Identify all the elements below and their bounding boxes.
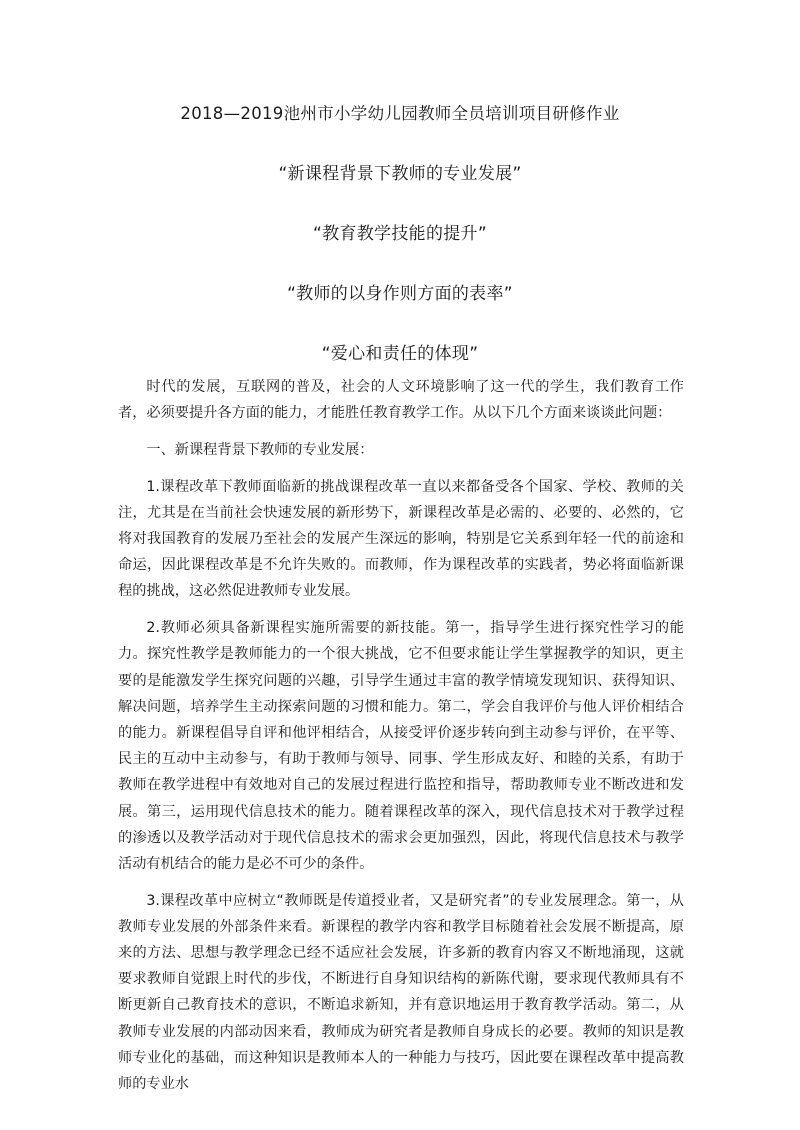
paragraph-3: 3.课程改革中应树立“教师既是传道授业者，又是研究者”的专业发展理念。第一，从教师专业发展的外部条件来看。新课程的教学内容和教学目标随着社会发展不断提高，原来的方法、思想与教学理念已经不适应社会发展，许多新的教育内容又不断地涌现，这就要求教师自觉跟上时代的步伐，不断进行自身知识结构的新陈代谢，要求现代教师具有不断更新自己教育技术的意识，不断追求新知，并有意识地运用于教育教学活动。第二，从教师专业发展的内部动因来看，教师成为研究者是教师自身成长的必要。教师的知识是教师专业化的基础，而这种知识是教师本人的一种能力与技巧，因此要在课程改革中提高教师的专业水 bbox=[118, 892, 684, 1093]
paragraph-2: 2.教师必须具备新课程实施所需要的新技能。第一，指导学生进行探究性学习的能力。探究性教学是教师能力的一个很大挑战，它不但要求能让学生掌握教学的知识，更主要的是能激发学生探究问题的兴趣，引导学生通过丰富的教学情境发现知识、获得知识、解决问题，培养学生主动探索问题的习惯和能力。第二，学会自我评价与他人评价相结合的能力。新课程倡导自评和他评相结合，从接受评价逐步转向到主动参与评价，在平等、民主的互动中主动参与，有助于教师与领导、同事、学生形成友好、和睦的关系，有助于教师在教学进程中有效地对自己的发展过程进行监控和指导，帮助教师专业不断改进和发展。第三，运用现代信息技术的能力。随着课程改革的深入，现代信息技术对于教学过程的渗透以及教学活动对于现代信息技术的需求会更加强烈，因此，将现代信息技术与教学活动有机结合的能力是必不可少的条件。 bbox=[118, 620, 684, 872]
subtitle-4: “爱心和责任的体现” bbox=[321, 344, 479, 364]
section-heading: 一、新课程背景下教师的专业发展： bbox=[146, 441, 374, 458]
document-title: 2018—2019池州市小学幼儿园教师全员培训项目研修作业 bbox=[180, 104, 620, 123]
subtitle-2: “教育教学技能的提升” bbox=[313, 224, 487, 244]
subtitle-1: “新课程背景下教师的专业发展” bbox=[278, 164, 522, 184]
body-text bbox=[118, 374, 684, 1108]
paragraph-1: 1.课程改革下教师面临新的挑战课程改革一直以来都备受各个国家、学校、教师的关注，尤其是在当前社会快速发展的新形势下，新课程改革是必需的、必要的、必然的，它将对我国教育的发展乃至社会的发展产生深远的影响，特别是它关系到年轻一代的前途和命运，因此课程改革是不允许失败的。而教师，作为课程改革的实践者，势必将面临新课程的挑战，这必然促进教师专业发展。 bbox=[118, 478, 684, 600]
heading-block bbox=[0, 104, 800, 404]
paragraph-intro: 时代的发展，互联网的普及，社会的人文环境影响了这一代的学生，我们教育工作者，必须要提升各方面的能力，才能胜任教育教学工作。从以下几个方面来谈谈此问题： bbox=[118, 379, 684, 422]
subtitle-3: “教师的以身作则方面的表率” bbox=[287, 284, 513, 304]
